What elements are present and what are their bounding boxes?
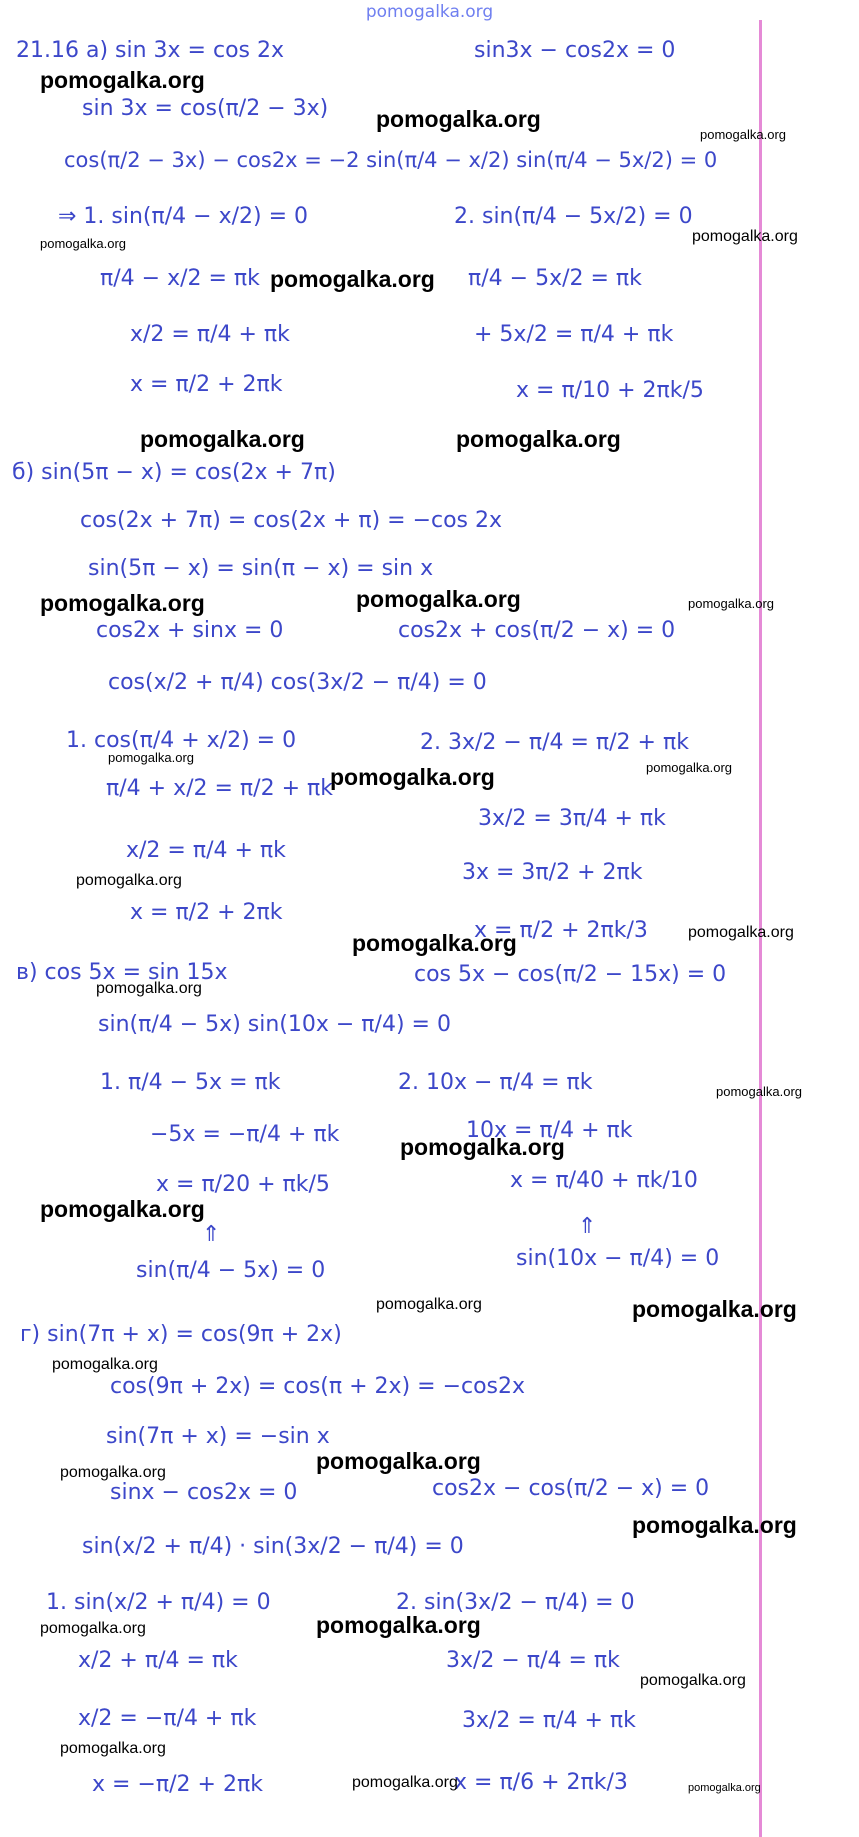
watermark: pomogalka.org: [330, 764, 495, 790]
watermark: pomogalka.org: [692, 228, 798, 245]
handwritten-line: 3x/2 = π/4 + πk: [462, 1708, 636, 1733]
watermark: pomogalka.org: [632, 1296, 797, 1322]
handwritten-line: sin(x/2 + π/4) · sin(3x/2 − π/4) = 0: [82, 1534, 464, 1559]
watermark: pomogalka.org: [646, 760, 732, 775]
handwritten-line: x/2 + π/4 = πk: [78, 1648, 238, 1673]
handwritten-line: cos2x + sinx = 0: [96, 618, 284, 643]
handwritten-line: π/4 − 5x/2 = πk: [468, 266, 642, 291]
handwritten-line: 2. sin(π/4 − 5x/2) = 0: [454, 204, 693, 229]
watermark: pomogalka.org: [52, 1356, 158, 1373]
header-watermark: pomogalka.org: [365, 2, 494, 22]
handwritten-line: π/4 + x/2 = π/2 + πk: [106, 776, 333, 801]
handwritten-line: + 5x/2 = π/4 + πk: [474, 322, 674, 347]
watermark: pomogalka.org: [270, 266, 435, 292]
handwritten-line: sinx − cos2x = 0: [110, 1480, 298, 1505]
watermark: pomogalka.org: [40, 590, 205, 616]
watermark: pomogalka.org: [716, 1084, 802, 1099]
handwritten-line: −5x = −π/4 + πk: [150, 1122, 340, 1147]
watermark: pomogalka.org: [376, 106, 541, 132]
watermark: pomogalka.org: [640, 1672, 746, 1689]
watermark: pomogalka.org: [688, 1782, 761, 1794]
handwritten-line: x/2 = −π/4 + πk: [78, 1706, 257, 1731]
handwritten-line: 3x/2 = 3π/4 + πk: [478, 806, 666, 831]
watermark: pomogalka.org: [352, 1774, 458, 1791]
watermark: pomogalka.org: [40, 67, 205, 93]
watermark: pomogalka.org: [140, 426, 305, 452]
handwritten-line: cos2x − cos(π/2 − x) = 0: [432, 1476, 710, 1501]
handwritten-line: x/2 = π/4 + πk: [130, 322, 290, 347]
handwritten-line: x = π/6 + 2πk/3: [454, 1770, 628, 1795]
watermark: pomogalka.org: [688, 596, 774, 611]
handwritten-line: x = −π/2 + 2πk: [92, 1772, 263, 1797]
watermark: pomogalka.org: [40, 236, 126, 251]
handwritten-line: x = π/2 + 2πk: [130, 372, 283, 397]
handwritten-line: ⇒ 1. sin(π/4 − x/2) = 0: [58, 204, 309, 229]
handwritten-line: sin(π/4 − 5x) = 0: [136, 1258, 326, 1283]
watermark: pomogalka.org: [688, 924, 794, 941]
handwritten-line: 2. 10x − π/4 = πk: [398, 1070, 593, 1095]
handwritten-line: 3x/2 − π/4 = πk: [446, 1648, 620, 1673]
handwritten-line: ⇑: [202, 1222, 221, 1247]
handwritten-line: 1. cos(π/4 + x/2) = 0: [66, 728, 297, 753]
watermark: pomogalka.org: [60, 1464, 166, 1481]
watermark: pomogalka.org: [316, 1448, 481, 1474]
handwritten-line: x = π/2 + 2πk/3: [474, 918, 648, 943]
handwritten-line: sin 3x = cos(π/2 − 3x): [82, 96, 329, 121]
handwritten-line: cos2x + cos(π/2 − x) = 0: [398, 618, 676, 643]
handwritten-line: 2. 3x/2 − π/4 = π/2 + πk: [420, 730, 689, 755]
handwritten-line: 21.16 а) sin 3x = cos 2x: [16, 38, 285, 63]
handwritten-line: x = π/40 + πk/10: [510, 1168, 698, 1193]
watermark: pomogalka.org: [700, 127, 786, 142]
handwritten-line: ⇑: [578, 1214, 597, 1239]
handwritten-line: 10x = π/4 + πk: [466, 1118, 633, 1143]
handwritten-line: π/4 − x/2 = πk: [100, 266, 260, 291]
watermark: pomogalka.org: [352, 930, 517, 956]
watermark: pomogalka.org: [40, 1196, 205, 1222]
handwritten-line: 3x = 3π/2 + 2πk: [462, 860, 643, 885]
handwritten-line: sin3x − cos2x = 0: [474, 38, 676, 63]
watermark: pomogalka.org: [60, 1740, 166, 1757]
watermark: pomogalka.org: [108, 750, 194, 765]
handwritten-line: x/2 = π/4 + πk: [126, 838, 286, 863]
handwritten-line: sin(π/4 − 5x) sin(10x − π/4) = 0: [98, 1012, 451, 1037]
handwritten-line: x = π/2 + 2πk: [130, 900, 283, 925]
handwritten-line: cos(π/2 − 3x) − cos2x = −2 sin(π/4 − x/2) sin(π/4 − 5x/2) = 0: [64, 148, 718, 172]
handwritten-line: 1. π/4 − 5x = πk: [100, 1070, 281, 1095]
handwritten-line: cos 5x − cos(π/2 − 15x) = 0: [414, 962, 727, 987]
watermark: pomogalka.org: [632, 1512, 797, 1538]
watermark: pomogalka.org: [400, 1134, 565, 1160]
handwritten-line: sin(5π − x) = sin(π − x) = sin x: [88, 556, 434, 581]
watermark: pomogalka.org: [96, 980, 202, 997]
watermark: pomogalka.org: [356, 586, 521, 612]
handwritten-line: 1. sin(x/2 + π/4) = 0: [46, 1590, 271, 1615]
watermark: pomogalka.org: [376, 1296, 482, 1313]
handwritten-line: б) sin(5π − x) = cos(2x + 7π): [12, 460, 336, 485]
handwritten-line: 2. sin(3x/2 − π/4) = 0: [396, 1590, 635, 1615]
watermark: pomogalka.org: [40, 1620, 146, 1637]
handwritten-line: в) cos 5x = sin 15x: [16, 960, 228, 985]
handwritten-line: sin(7π + x) = −sin x: [106, 1424, 330, 1449]
handwritten-line: x = π/20 + πk/5: [156, 1172, 330, 1197]
handwritten-line: sin(10x − π/4) = 0: [516, 1246, 720, 1271]
handwritten-line: cos(x/2 + π/4) cos(3x/2 − π/4) = 0: [108, 670, 487, 695]
watermark: pomogalka.org: [456, 426, 621, 452]
handwritten-line: cos(2x + 7π) = cos(2x + π) = −cos 2x: [80, 508, 503, 533]
handwritten-line: cos(9π + 2x) = cos(π + 2x) = −cos2x: [110, 1374, 526, 1399]
watermark: pomogalka.org: [76, 872, 182, 889]
handwritten-line: г) sin(7π + x) = cos(9π + 2x): [20, 1322, 342, 1347]
handwritten-line: x = π/10 + 2πk/5: [516, 378, 704, 403]
watermark: pomogalka.org: [316, 1612, 481, 1638]
